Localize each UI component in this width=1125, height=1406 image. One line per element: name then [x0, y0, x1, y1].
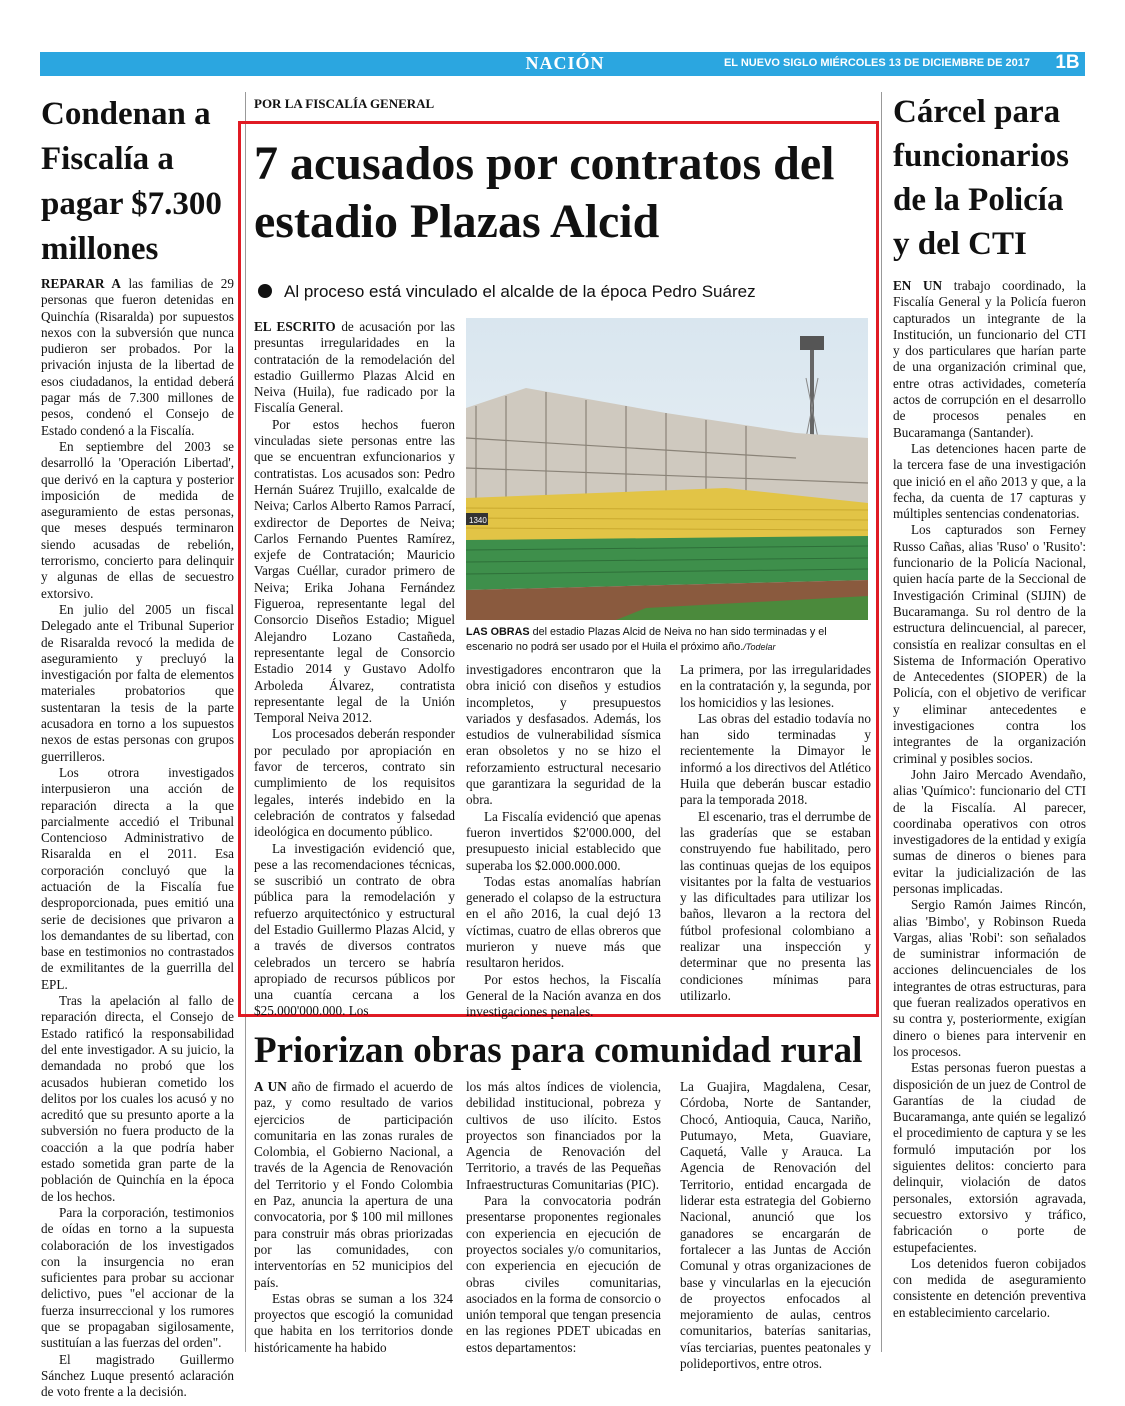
paragraph: Estas personas fueron puestas a disposición de un juez de Control de Garantías de la ciudad de Bucaramanga, ante quién se legalizó el procedimiento de captura y se les formuló imputación por los siguientes delitos: concierto para delinquir, violación de datos personales, extorsión agravada, secuestro extorsivo y tráfico, fabricación o porte de estupefacientes.	[893, 1060, 1086, 1255]
photo-credit: /Todelar	[743, 641, 776, 652]
paragraph: Estas obras se suman a los 324 proyectos que escogió la comunidad que habita en los territorios donde históricamente ha habido	[254, 1290, 453, 1355]
paragraph: En septiembre del 2003 se desarrolló la 'Operación Libertad', que derivó en la captura y posterior imposición de medida de aseguramiento de estas personas, que meses después terminaron siendo acusadas de rebelión, terrorismo, concierto para delinquir y algunas de ellas de secuestro extorsivo.	[41, 438, 234, 601]
paragraph: En julio del 2005 un fiscal Delegado ante el Tribunal Superior de Risaralda revocó la medida de aseguramiento y precluyó la investigación por falta de elementos materiales probatorios que sustentaran la tesis de la parte acusadora en torno a los supuestos nexos de estas personas con grupos guerrilleros.	[41, 601, 234, 764]
paragraph: EL ESCRITO de acusación por las presuntas irregularidades en la contratación de la remodelación del estadio Guillermo Plazas Alcid en Neiva (Huila), fue radicado por la Fiscalía General.	[254, 319, 455, 416]
paragraph: La Guajira, Magdalena, Cesar, Córdoba, Norte de Santander, Chocó, Antioquia, Cauca, Nariño, Putumayo, Meta, Guaviare, Caquetá, Valle y Arauca. La Agencia de Renovación del Territorio, entidad encargada de liderar esta estrategia del Gobierno Nacional, anunció que los ganadores se encargarán de fortalecer a las Juntas de Acción Comunal y otras organizaciones de base y vincularlas en la ejecución de proyectos enfocados al mejoramiento de aulas, centros comunitarios, baterías sanitarias, vías terciarias, puentes peatonales y polideportivos, entre otros.	[680, 1079, 871, 1372]
rural-column-2	[466, 1079, 661, 1356]
caption-lead: LAS OBRAS	[466, 626, 530, 638]
main-column-2	[466, 662, 661, 1021]
main-column-1	[254, 319, 455, 1020]
paragraph: Los otrora investigados interpusieron una acción de reparación directa a la que parcialmente accedió el Tribunal Contencioso Administrativo de Risaralda en el 2011. Esa corporación concluyó que la actuación de la Fiscalía fue desproporcionada, pues emitió una serie de decisiones que privaron a los demandantes de su libertad, con base en testimonios no contrastados de exmilitantes de la guerrilla del EPL.	[41, 764, 234, 992]
main-headline: 7 acusados por contratos del estadio Plazas Alcid	[254, 137, 835, 248]
main-column-3	[680, 662, 871, 1004]
rural-column-3	[680, 1079, 871, 1372]
paragraph: Las obras del estadio todavía no han sido terminadas y recientemente la Dimayor le informó a los directivos del Atlético Huila que deberán buscar estadio para la temporada 2018.	[680, 710, 871, 808]
left-article-body	[41, 276, 234, 1400]
paragraph: investigadores encontraron que la obra inició con diseños y estudios incompletos, y presupuestos variados y desfasados. Además, los estudios de vulnerabilidad sísmica eran obsoletos y no se hizo el reforzamiento estructural necesario que garantizara la seguridad de la obra.	[466, 662, 661, 808]
lead-in: EL ESCRITO	[254, 319, 336, 334]
stadium-photo	[466, 318, 868, 620]
paragraph: Tras la apelación al fallo de reparación directa, el Consejo de Estado ratificó la responsabilidad del ente investigador. A su juicio, la demandada no probó que los acusados hubieran cometido los delitos por los cuales los acusó y no acreditó que su presunto aporte a la subversión no fuera producto de la coacción a la que podría haber estado sometida gran parte de la población de Quinchía en la época de los hechos.	[41, 993, 234, 1204]
lead-in: A UN	[254, 1079, 287, 1094]
photo-caption: LAS OBRAS del estadio Plazas Alcid de Neiva no han sido terminadas y el escenario no podrá ser usado por el Huila el próximo año./Todelar	[466, 626, 827, 653]
lead-in: REPARAR A	[41, 276, 121, 291]
page-number: 1B	[1055, 52, 1080, 73]
section-title: NACIÓN	[525, 53, 605, 73]
paragraph: Para la corporación, testimonios de oídas en torno a la supuesta colaboración de los investigados con la insurgencia no eran suficientes para probar su accionar delictivo, pues "el accionar de la fuerza insurreccional y los rumores que se propagaban sigilosamente, sustituían a las fuerzas del orden".	[41, 1204, 234, 1351]
issue-date: EL NUEVO SIGLO MIÉRCOLES 13 DE DICIEMBRE DE 2017	[723, 57, 1030, 69]
photo-sign-label: 1340	[469, 516, 487, 525]
paragraph: John Jairo Mercado Avendaño, alias 'Químico': funcionario del CTI de la Fiscalía. Al parecer, coordinaba operativos con otros investigadores de la entidad y exigía sumas de dineros o bienes para evitar la judicialización de las personas implicadas.	[893, 766, 1086, 896]
bullet-icon	[258, 284, 272, 298]
paragraph: Las detenciones hacen parte de la tercera fase de una investigación que inició en el año 2013 y que, a la fecha, da cuenta de 17 capturas y múltiples sentencias condenatorias.	[893, 440, 1086, 522]
right-headline: Cárcel para funcionarios de la Policía y del CTI	[893, 94, 1070, 262]
paragraph: Sergio Ramón Jaimes Rincón, alias 'Bimbo', y Robinson Rueda Vargas, alias 'Robi': son señalados de suministrar información de acciones delincuenciales de los integrantes de otras estructuras, para que fueran realizados operativos en su contra y, posteriormente, exigían dinero o bienes para intervenir en los procesos.	[893, 897, 1086, 1059]
paragraph: La Fiscalía evidenció que apenas fueron invertidos $2'000.000, del presupuesto inicial establecido que superaba los $2.000.000.000.	[466, 808, 661, 873]
paragraph: REPARAR A las familias de 29 personas que fueron detenidas en Quinchía (Risaralda) por supuestos nexos con la subversión que nunca pudieron ser probados. Por la privación injusta de la libertad de esos ciudadanos, la entidad deberá pagar más de 7.300 millones de pesos, condenó el Consejo de Estado condenó a la Fiscalía.	[41, 276, 234, 438]
lead-in: EN UN	[893, 278, 943, 293]
paragraph: EN UN trabajo coordinado, la Fiscalía General y la Policía fueron capturados un integrante de la Institución, un funcionario del CTI y dos particulares que harían parte de una organización criminal que, entre otras actividades, cometería actos de corrupción en el desarrollo de procesos penales en Bucaramanga (Santander).	[893, 278, 1086, 440]
paragraph: Los detenidos fueron cobijados con medida de aseguramiento consistente en detención preventiva en establecimiento carcelario.	[893, 1255, 1086, 1320]
left-headline: Condenan a Fiscalía a pagar $7.300 millones	[41, 96, 222, 267]
paragraph: Para la convocatoria podrán presentarse proponentes regionales con experiencia en ejecución de proyectos sociales y/o comunitarios, con experiencia en ejecución de obras civiles comunitarias, asociados en la forma de consorcio o unión temporal que tengan presencia en las regiones PDET ubicadas en estos departamentos:	[466, 1193, 661, 1355]
main-kicker: POR LA FISCALÍA GENERAL	[254, 96, 435, 111]
paragraph: Por estos hechos, la Fiscalía General de la Nación avanza en dos investigaciones penales.	[466, 971, 661, 1020]
column-rule-right	[881, 92, 882, 1352]
paragraph: Por estos hechos fueron vinculadas siete personas entre las que se encuentran exfuncionarios y contratistas. Los acusados son: Pedro Hernán Suárez Trujillo, exalcalde de Neiva; Carlos Alberto Ramos Parrací, exdirector de Deportes de Neiva; Carlos Fernando Puentes Ramírez, exjefe de Contratación; Mauricio Vargas Cuéllar, curador primero de Neiva; Erika Johana Fernández Figueroa, representante legal del Consorcio Diseños Estadio; Miguel Alejandro Lozano Castañeda, representante legal de Consorcio Estadio 2014 y Gustavo Adolfo Arboleda Álvarez, contratista representante legal de la Unión Temporal Neiva 2012.	[254, 416, 455, 726]
rural-column-1	[254, 1079, 453, 1356]
paragraph: La investigación evidenció que, pese a las recomendaciones técnicas, se suscribió un contrato de obra pública para la remodelación y refuerzo arquitectónico y estructural del Estadio Guillermo Plazas Alcid, y a través de diversos contratos celebrados un tercero se habría apropiado de recursos públicos por una cuantía cercana a los $25.000'000.000. Los	[254, 840, 455, 1019]
paragraph: A UN año de firmado el acuerdo de paz, y como resultado de varios ejercicios de participación comunitaria en las zonas rurales de Colombia, el Gobierno Nacional, a través de la Agencia de Renovación del Territorio y el Fondo Colombia en Paz, anuncia la apertura de una convocatoria, por $ 100 mil millones para construir más obras priorizadas por las comunidades, con interventorías en 52 municipios del país.	[254, 1079, 453, 1290]
rural-headline: Priorizan obras para comunidad rural	[254, 1030, 863, 1071]
paragraph: los más altos índices de violencia, debilidad institucional, pobreza y cultivos de uso ilícito. Estos proyectos son financiados por la Agencia de Renovación del Territorio, a través de las Pequeñas Infraestructuras Comunitarias (PIC).	[466, 1079, 661, 1192]
paragraph: Los procesados deberán responder por peculado por apropiación en favor de terceros, contrato sin cumplimiento de los requisitos legales, interés indebido en la celebración de contratos y falsedad ideológica en documento público.	[254, 726, 455, 840]
paragraph: El escenario, tras el derrumbe de las graderías que se estaban construyendo fue habilitado, pero las continuas quejas de los equipos visitantes por la falta de vestuarios y las dificultades para utilizar los baños, llevaron a la rectora del fútbol profesional colombiano a realizar una inspección y determinar que no presenta las condiciones mínimas para utilizarlo.	[680, 808, 871, 1003]
paragraph: La primera, por las irregularidades en la contratación y, la segunda, por los homicidios y las lesiones.	[680, 662, 871, 710]
paragraph: Todas estas anomalías habrían generado el colapso de la estructura en el año 2016, la cual dejó 13 víctimas, cuatro de ellas obreros que murieron y nueve más que resultaron heridos.	[466, 873, 661, 971]
paragraph: El magistrado Guillermo Sánchez Luque presentó aclaración de voto frente a la decisión.	[41, 1351, 234, 1400]
paragraph: Los capturados son Ferney Russo Cañas, alias 'Ruso' o 'Rusito': funcionario de la Policía Nacional, quien hacía parte de la Seccional de Investigación Criminal (SIJIN) de Bucaramanga. Su rol dentro de la estructura delincuencial, al parecer, consistía en realizar consultas en el Sistema de Información Operativo de Antecedentes (SIOPER) de la Policía, con el objetivo de verificar y eliminar antecedentes e investigaciones contra los integrantes de la organización criminal y posibles socios.	[893, 522, 1086, 766]
right-article-body	[893, 278, 1086, 1321]
main-subhead: Al proceso está vinculado el alcalde de la época Pedro Suárez	[258, 282, 858, 302]
